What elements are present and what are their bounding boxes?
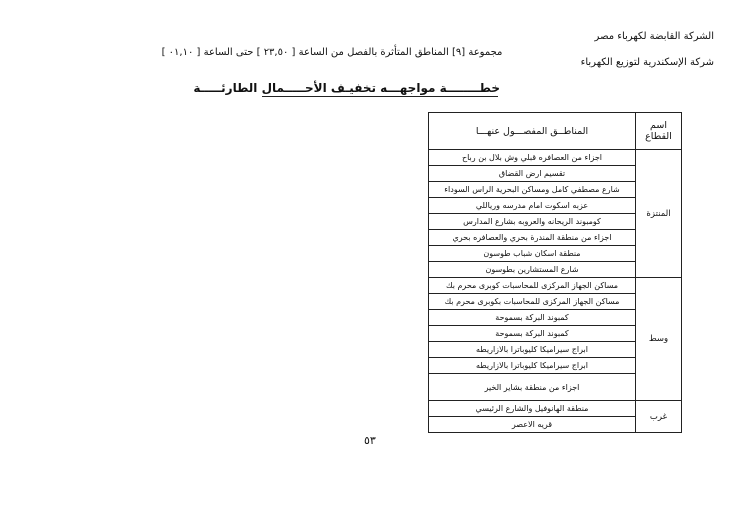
- area-cell: اجزاء من منطقة بشاير الخير: [429, 374, 636, 401]
- area-cell: كمبوند البركة بسموحة: [429, 310, 636, 326]
- area-cell: شارع المستشارين بطوسون: [429, 262, 636, 278]
- plan-title: خطــــــــة مواجهـــه تخفيـف الأحـــــمال الطارئـــــة: [193, 81, 500, 95]
- sector-column-header: اسم القطاع: [636, 113, 682, 150]
- table-header-row: [429, 113, 682, 150]
- areas-column-header: المناطــق المفصـــول عنهـــا: [429, 113, 636, 150]
- area-cell: اجزاء من العصافره قبلي وش بلال بن رباح: [429, 150, 636, 166]
- sector-name: المنتزة: [636, 150, 682, 278]
- area-cell: ابراج سيراميكا كليوباترا بالازاريطه: [429, 342, 636, 358]
- sector-name: وسط: [636, 278, 682, 401]
- area-cell: شارع مصطفي كامل ومساكن البحرية الراس السوداء: [429, 182, 636, 198]
- title-underline: [262, 96, 498, 97]
- area-cell: ابراج سيراميكا كليوباترا بالازاريطه: [429, 358, 636, 374]
- area-cell: كمبوند البركة بسموحة: [429, 326, 636, 342]
- area-cell: منطقة اسكان شباب طوسون: [429, 246, 636, 262]
- area-cell: كومبوند الريحانه والعروبه بشارع المدارس: [429, 214, 636, 230]
- area-cell: عزبه اسكوت امام مدرسه ورياللي: [429, 198, 636, 214]
- sector-name: غرب: [636, 401, 682, 433]
- area-cell: اجزاء من منطقة المندرة بحري والعصافره بحري: [429, 230, 636, 246]
- page-number: ٥٣: [364, 434, 376, 447]
- area-cell: تقسيم ارض القضاق: [429, 166, 636, 182]
- table-row: [429, 401, 682, 417]
- table-row: [429, 278, 682, 294]
- table-row: [429, 150, 682, 166]
- area-cell: منطقة الهانوفيل والشارع الرئيسي: [429, 401, 636, 417]
- disconnected-areas-table: [428, 112, 682, 433]
- area-cell: مساكن الجهاز المركزى للمحاسبات بكوبرى محرم بك: [429, 294, 636, 310]
- area-cell: قريه الاعصر: [429, 417, 636, 433]
- area-cell: مساكن الجهاز المركزى للمحاسبات كوبرى محرم بك: [429, 278, 636, 294]
- group-outage-window: مجموعة [٩] المناطق المتأثرة بالفصل من الساعة [ ٢٣,٥٠ ] حتى الساعة [ ٠١,١٠ ]: [161, 47, 503, 58]
- company-name: الشركة القابضة لكهرباء مصر: [594, 31, 714, 42]
- company-subsidiary-name: شركة الإسكندرية لتوزيع الكهرباء: [580, 57, 714, 68]
